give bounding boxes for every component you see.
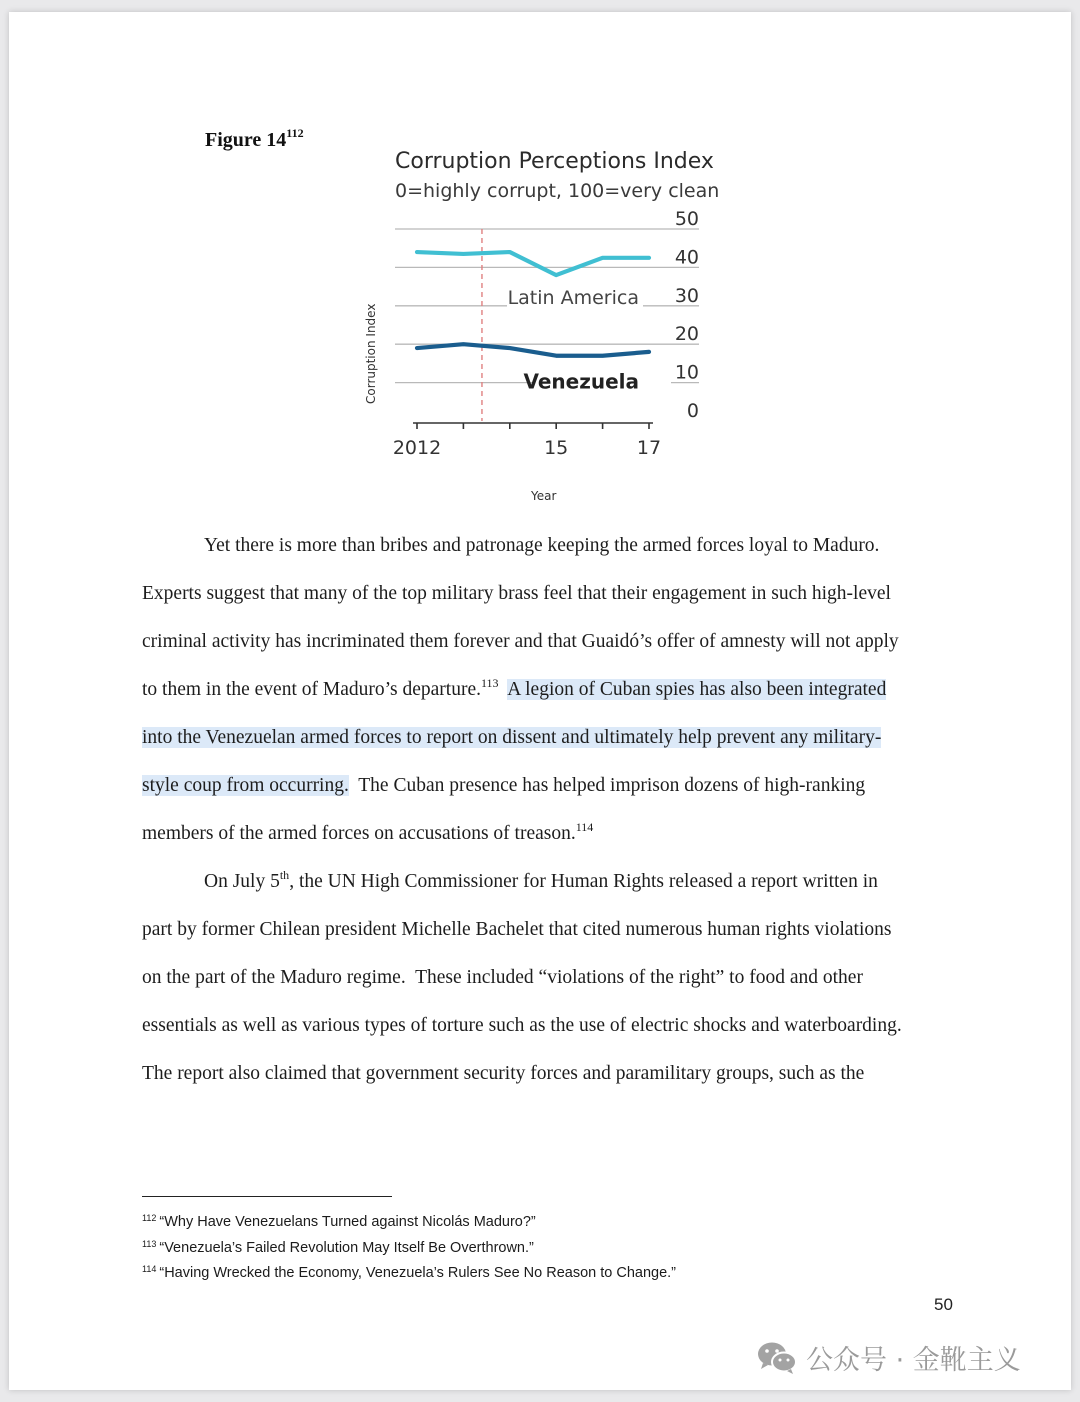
x-tick-label-2017: 17 [636, 437, 662, 459]
footnotes [142, 1208, 676, 1285]
chart-y-ticks [675, 208, 699, 422]
text-run: to them in the event of Maduro’s departure. [142, 679, 481, 700]
footnote-112 [142, 1208, 676, 1234]
y-tick-label-30: 30 [674, 284, 699, 307]
page-number: 50 [934, 1295, 953, 1314]
text-run [499, 679, 508, 700]
chart-series [417, 252, 671, 394]
highlighted-text: A legion of Cuban spies has also been integrated [507, 679, 887, 700]
wechat-icon [756, 1340, 798, 1376]
corruption-index-chart [349, 142, 729, 512]
figure-label: Figure $14^{112}$ [205, 126, 304, 151]
footnote-number: 114 [142, 1264, 157, 1274]
text-run: The Cuban presence has helped imprison dozens of high-ranking [348, 775, 866, 796]
watermark-text: 公众号 · 金靴主义 [806, 1345, 1021, 1376]
footnote-ref: 113 [480, 676, 499, 690]
series-line-latin-america [417, 252, 649, 275]
body-text [142, 522, 958, 1098]
watermark [756, 1338, 1021, 1377]
footnote-ref: 114 [575, 820, 594, 834]
text-run: part by former Chilean president Michelle Bachelet that cited numerous human rights violations [142, 919, 892, 940]
footnote-number: 112 [142, 1213, 157, 1223]
text-line [142, 618, 958, 666]
text-line [142, 906, 958, 954]
chart-title: Corruption Perceptions Index [395, 149, 714, 174]
series-line-venezuela [417, 344, 649, 356]
x-tick-label-2015: 15 [544, 437, 569, 459]
text-run: essentials as well as various types of torture such as the use of electric shocks and waterboarding. [142, 1015, 902, 1036]
text-run: Experts suggest that many of the top military brass feel that their engagement in such high-level [142, 583, 891, 604]
chart-x-ticks [393, 423, 661, 459]
text-run: on the part of the Maduro regime. These included “violations of the right” to food and other [142, 967, 863, 988]
document-page [9, 12, 1071, 1390]
text-run: criminal activity has incriminated them forever and that Guaidó’s offer of amnesty will not apply [142, 631, 899, 652]
text-line [142, 666, 958, 714]
footnote-divider [142, 1196, 392, 1197]
text-run: , the UN High Commissioner for Human Rights released a report written in [289, 871, 878, 892]
text-run: members of the armed forces on accusations of treason. [142, 823, 576, 844]
text-line [142, 1002, 958, 1050]
footnote-text: “Venezuela’s Failed Revolution May Itself Be Overthrown.” [159, 1239, 534, 1256]
text-line [142, 1050, 958, 1098]
text-line [142, 522, 958, 570]
text-run: On July 5 [204, 871, 280, 892]
y-tick-label-50: 50 [674, 208, 699, 230]
paragraph [142, 858, 958, 1098]
footnote-114 [142, 1259, 676, 1285]
series-label-venezuela: Venezuela [523, 369, 639, 394]
text-line [142, 570, 958, 618]
y-tick-label-0: 0 [686, 400, 699, 422]
figure-footnote-ref: 112 [286, 126, 304, 140]
footnote-ref: th [279, 868, 290, 882]
highlighted-text: into the Venezuelan armed forces to report on dissent and ultimately help prevent any military- [142, 727, 882, 748]
text-run: Yet there is more than bribes and patronage keeping the armed forces loyal to Maduro. [204, 535, 880, 556]
chart-subtitle: 0=highly corrupt, 100=very clean [395, 180, 720, 202]
y-tick-label-40: 40 [674, 246, 699, 269]
text-line [142, 810, 958, 858]
footnote-113 [142, 1234, 676, 1260]
text-line [142, 762, 958, 810]
chart-x-axis-label: Year [531, 489, 557, 503]
text-run: The report also claimed that government security forces and paramilitary groups, such as the [142, 1063, 865, 1084]
y-tick-label-10: 10 [674, 361, 699, 384]
text-line [142, 714, 958, 762]
footnote-text: “Having Wrecked the Economy, Venezuela’s Rulers See No Reason to Change.” [159, 1265, 676, 1281]
text-line [142, 858, 958, 906]
y-tick-label-20: 20 [674, 323, 699, 346]
chart-y-axis-label: Corruption Index [364, 303, 378, 404]
highlighted-text: style coup from occurring. [142, 775, 349, 796]
text-line [142, 954, 958, 1002]
footnote-text: “Why Have Venezuelans Turned against Nicolás Maduro?” [159, 1214, 536, 1230]
footnote-number: 113 [142, 1238, 157, 1249]
series-label-latin-america: Latin America [507, 286, 639, 309]
paragraph [142, 522, 958, 858]
x-tick-label-2012: 2012 [392, 437, 442, 459]
